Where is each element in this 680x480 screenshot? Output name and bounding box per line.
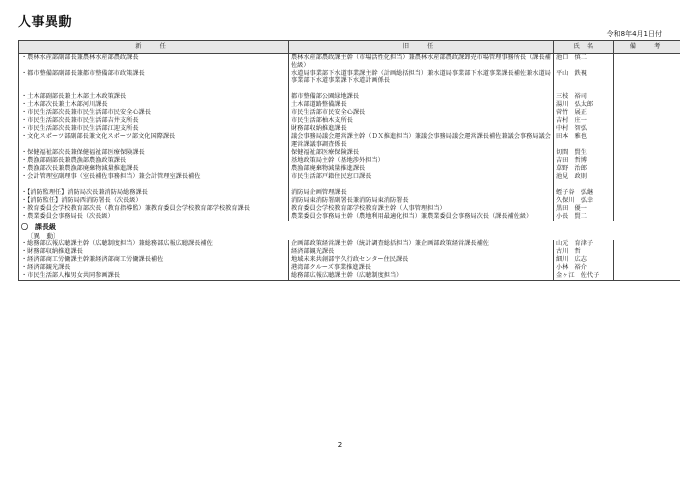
new-post-cell: ・会計管理室副理事（室長補佐事務担当）兼会計管理室課長補佐 (19, 173, 289, 181)
name-cell: 吉田 哲博 (554, 157, 614, 165)
new-post-cell (19, 85, 289, 93)
table-row (19, 101, 680, 109)
table-row (19, 85, 680, 93)
old-post-cell: 土木部道路整備課長 (289, 101, 554, 109)
table-row (19, 181, 680, 189)
table-row (19, 149, 680, 157)
personnel-table (18, 40, 680, 281)
note-cell (614, 197, 680, 205)
old-post-cell (289, 181, 554, 189)
old-post-cell: 市民生活部柚木支所長 (289, 117, 554, 125)
new-post-cell: ・市民生活部次長兼市民生活部江迎支所長 (19, 125, 289, 133)
note-cell (614, 54, 680, 70)
name-cell: 池口 慎二 (554, 54, 614, 70)
note-cell (614, 240, 680, 248)
old-post-cell: 保健福祉部医療保険課長 (289, 149, 554, 157)
note-cell (614, 213, 680, 221)
note-cell (614, 256, 680, 264)
old-post-cell: 教育委員会学校教育部学校教育課主幹（人事管理担当） (289, 205, 554, 213)
old-post-cell: 企画部政策経営課主幹（統計調査総括担当）兼企画部政策経営課長補佐 (289, 240, 554, 248)
note-cell (614, 205, 680, 213)
new-post-cell: ・土木部副部長兼土木部土木政策課長 (19, 93, 289, 101)
table-row (19, 205, 680, 213)
effective-date: 令和8年4月1日付 (606, 30, 662, 38)
new-post-cell: ・農漁部次長兼農漁部廃棄物減量推進課長 (19, 165, 289, 173)
name-cell: 菅竹 展正 (554, 109, 614, 117)
table-row (19, 157, 680, 165)
table-row (19, 93, 680, 101)
new-post-cell: ・市民生活部次長兼市民生活部吉井支所長 (19, 117, 289, 125)
table-row (19, 173, 680, 181)
subsection-heading: 〔異 動〕 (19, 232, 680, 240)
old-post-cell: 都市整備部公園緑地課長 (289, 93, 554, 101)
name-cell: 三枝 裕司 (554, 93, 614, 101)
name-cell: 蛭子谷 弘継 (554, 189, 614, 197)
note-cell (614, 189, 680, 197)
name-cell: 黒田 優一 (554, 205, 614, 213)
new-post-cell: ・市民生活部次長兼市民生活部市民安全心課長 (19, 109, 289, 117)
note-cell (614, 85, 680, 93)
note-cell (614, 157, 680, 165)
table-row (19, 197, 680, 205)
note-cell (614, 101, 680, 109)
name-cell: 切間 賢生 (554, 149, 614, 157)
new-post-cell: ・農漁部副部長兼農漁部農漁政策課長 (19, 157, 289, 165)
name-cell: 小林 裕介 (554, 264, 614, 272)
old-post-cell: 農漁部廃棄物減量推進課長 (289, 165, 554, 173)
page-title: 人事異動 (18, 15, 73, 30)
name-cell: 中村 智弘 (554, 125, 614, 133)
new-post-cell: ・農業委員会事務局長（次長級） (19, 213, 289, 221)
table-row (19, 54, 680, 70)
table-header-row (19, 41, 680, 54)
old-post-cell: 地域未来共創部宇久行政センター住民課長 (289, 256, 554, 264)
name-cell (554, 181, 614, 189)
note-cell (614, 149, 680, 157)
table-row (19, 165, 680, 173)
table-body (19, 54, 680, 281)
note-cell (614, 117, 680, 125)
name-cell: 金ヶ江 佐代子 (554, 272, 614, 281)
new-post-cell: ・経済部観光課長 (19, 264, 289, 272)
name-cell: 吉村 庄一 (554, 117, 614, 125)
table-row (19, 272, 680, 281)
new-post-cell: ・【消防監理任】消防局次長兼消防局総務課長 (19, 189, 289, 197)
note-cell (614, 70, 680, 86)
note-cell (614, 165, 680, 173)
note-cell (614, 133, 680, 149)
old-post-cell: 総務部広報広聴課主幹（広聴制度担当） (289, 272, 554, 281)
new-post-cell: ・農林水産部副部長兼農林水産部農政課長 (19, 54, 289, 70)
table-row (19, 109, 680, 117)
new-post-cell: ・財務部収納推進課長 (19, 248, 289, 256)
name-cell: 古川 哲 (554, 248, 614, 256)
old-post-cell: 議会事務局議会運営課主幹（ＤＸ推進担当）兼議会事務局議会運営課長補佐兼議会事務局議会運営課議事調査係長 (289, 133, 554, 149)
new-post-cell: ・【消防監任】消防局西消防署長（次長級） (19, 197, 289, 205)
note-cell (614, 272, 680, 281)
old-post-cell: 消防局東消防署副署長兼消防局東消防署長 (289, 197, 554, 205)
name-cell: 細川 広志 (554, 256, 614, 264)
new-post-cell: ・都市整備部副部長兼都市整備部市政策課長 (19, 70, 289, 86)
note-cell (614, 109, 680, 117)
new-post-cell: ・教育委員会学校教育部次長（教育指導監）兼教育委員会学校教育部学校教育課長 (19, 205, 289, 213)
old-post-cell: 市民生活部戸籍住民窓口課長 (289, 173, 554, 181)
old-post-cell (289, 85, 554, 93)
table-row (19, 70, 680, 86)
name-cell: 池見 政則 (554, 173, 614, 181)
header-note: 備 考 (614, 41, 680, 54)
old-post-cell: 消防局企画管理課長 (289, 189, 554, 197)
table-row (19, 125, 680, 133)
table-row (19, 213, 680, 221)
new-post-cell: ・市民生活部人権男女共同参画課長 (19, 272, 289, 281)
old-post-cell: 農林水産部農政課主幹（市場活性化担当）兼農林水産部農政課卸売市場管理事務所長（課長補佐級） (289, 54, 554, 70)
old-post-cell: 市民生活部市民安全心課長 (289, 109, 554, 117)
new-post-cell (19, 181, 289, 189)
old-post-cell: 農業委員会事務局主幹（農地利用最適化担当）兼農業委員会事務局次長（課長補佐級） (289, 213, 554, 221)
table-row (19, 189, 680, 197)
name-cell: 山元 育津子 (554, 240, 614, 248)
header-old-post: 旧 任 (289, 41, 554, 54)
section-heading: 〇 課長級 (19, 221, 680, 233)
name-cell: 平山 鉄視 (554, 70, 614, 86)
name-cell: 田本 雅也 (554, 133, 614, 149)
old-post-cell: 港湾部クルーズ事業推進課長 (289, 264, 554, 272)
note-cell (614, 93, 680, 101)
name-cell: 草野 治郎 (554, 165, 614, 173)
page-number: 2 (337, 441, 343, 449)
old-post-cell: 基地政策局主幹（基地渉外担当） (289, 157, 554, 165)
note-cell (614, 125, 680, 133)
old-post-cell: 経済部観光課長 (289, 248, 554, 256)
header-new-post: 新 任 (19, 41, 289, 54)
name-cell: 小長 賢二 (554, 213, 614, 221)
header-name: 氏 名 (554, 41, 614, 54)
name-cell: 湯川 弘太郎 (554, 101, 614, 109)
note-cell (614, 264, 680, 272)
new-post-cell: ・総務部広報広聴課主幹（広聴制度担当）兼総務部広報広聴課長補佐 (19, 240, 289, 248)
new-post-cell: ・文化スポーツ部副部長兼文化スポーツ部文化国際課長 (19, 133, 289, 149)
old-post-cell: 水道局事業部下水道事業課主幹（計画総括担当）兼水道局事業部下水道事業課長補佐兼水道局事業部下水道事業課下水道計画係長 (289, 70, 554, 86)
table-row (19, 117, 680, 125)
old-post-cell: 財務部収納推進課長 (289, 125, 554, 133)
new-post-cell: ・経済部商工労働課主幹兼経済部商工労働課長補佐 (19, 256, 289, 264)
name-cell: 久保川 弘幸 (554, 197, 614, 205)
note-cell (614, 248, 680, 256)
new-post-cell: ・土木部次長兼土木部河川課長 (19, 101, 289, 109)
note-cell (614, 173, 680, 181)
section-heading-row (19, 221, 680, 233)
table-row (19, 133, 680, 149)
note-cell (614, 181, 680, 189)
name-cell (554, 85, 614, 93)
new-post-cell: ・保健福祉部次長兼保健福祉部医療保険課長 (19, 149, 289, 157)
